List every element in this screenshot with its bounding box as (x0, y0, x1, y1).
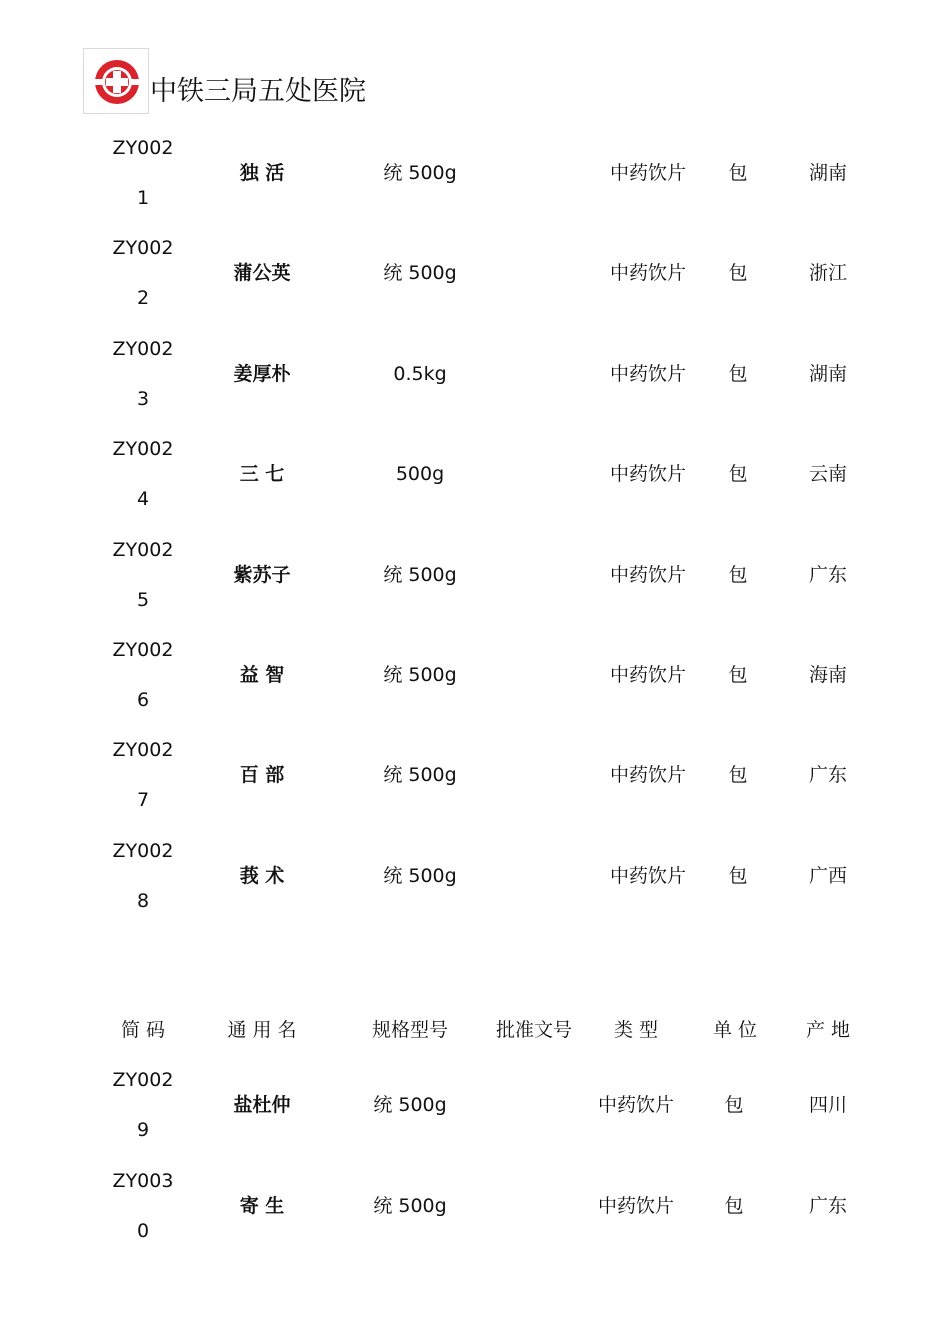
header-code: 简 码 (120, 1019, 166, 1041)
origin-cell: 浙江 (808, 262, 847, 285)
unit-cell: 包 (724, 1194, 744, 1217)
spec-cell: 统 500g (383, 664, 457, 686)
name-cell: 莪 术 (239, 864, 285, 887)
code-cell-line2: 6 (136, 689, 150, 711)
code-cell-line1: ZY002 (112, 839, 174, 862)
type-cell: 中药饮片 (609, 864, 686, 887)
type-cell: 中药饮片 (597, 1194, 674, 1217)
origin-cell: 广东 (808, 764, 847, 787)
spec-cell: 统 500g (383, 162, 457, 184)
unit-cell: 包 (728, 162, 748, 184)
spec-cell: 500g (395, 463, 445, 486)
name-cell: 姜厚朴 (233, 362, 291, 385)
code-cell-line2: 7 (136, 789, 150, 812)
origin-cell: 湖南 (808, 362, 847, 385)
name-cell: 百 部 (239, 764, 285, 787)
name-cell: 蒲公英 (233, 262, 291, 285)
unit-cell: 包 (728, 262, 748, 285)
origin-cell: 四川 (808, 1094, 847, 1116)
table-row (0, 502, 950, 711)
unit-cell: 包 (728, 864, 748, 887)
code-cell-line1: ZY002 (112, 237, 174, 260)
code-cell-line2: 5 (136, 588, 150, 611)
table-row (0, 0, 950, 209)
spec-cell: 统 500g (373, 1094, 447, 1116)
unit-cell: 包 (728, 563, 748, 586)
unit-cell: 包 (728, 764, 748, 787)
type-cell: 中药饮片 (609, 362, 686, 385)
code-cell-line1: ZY002 (112, 739, 174, 762)
origin-cell: 海南 (808, 664, 847, 686)
code-cell-line2: 0 (136, 1219, 150, 1242)
type-cell: 中药饮片 (609, 463, 686, 486)
spec-cell: 统 500g (383, 864, 457, 887)
type-cell: 中药饮片 (609, 764, 686, 787)
header-spec: 规格型号 (371, 1019, 448, 1041)
header-approval: 批准文号 (495, 1019, 572, 1041)
type-cell: 中药饮片 (597, 1094, 674, 1116)
header-unit: 单 位 (712, 1019, 758, 1041)
spec-cell: 统 500g (383, 262, 457, 285)
hospital-name: 中铁三局五处医院 (150, 76, 366, 107)
code-cell-line1: ZY002 (112, 1069, 174, 1091)
spec-cell: 0.5kg (393, 362, 447, 385)
table-row (0, 402, 950, 611)
spec-cell: 统 500g (383, 764, 457, 787)
code-cell-line1: ZY002 (112, 137, 174, 159)
table-row (0, 301, 950, 511)
type-cell: 中药饮片 (609, 262, 686, 285)
unit-cell: 包 (724, 1094, 744, 1116)
code-cell-line2: 4 (136, 488, 150, 511)
origin-cell: 湖南 (808, 162, 847, 184)
code-cell-line1: ZY002 (112, 337, 174, 360)
table-row (0, 1033, 950, 1242)
name-cell: 益 智 (239, 664, 285, 686)
code-cell-line2: 1 (136, 187, 150, 209)
code-cell-line2: 2 (136, 287, 150, 310)
unit-cell: 包 (728, 362, 748, 385)
code-cell-line1: ZY002 (112, 538, 174, 561)
code-cell-line2: 8 (136, 889, 150, 912)
table-row (0, 932, 950, 1141)
code-cell-line1: ZY002 (112, 438, 174, 461)
spec-cell: 统 500g (373, 1194, 447, 1217)
table-row (0, 602, 950, 812)
code-cell-line1: ZY003 (112, 1169, 174, 1192)
table-row (0, 703, 950, 912)
name-cell: 三 七 (239, 463, 285, 486)
table-row (0, 100, 950, 310)
header-type: 类 型 (613, 1019, 659, 1041)
origin-cell: 云南 (808, 463, 847, 486)
code-cell-line2: 3 (136, 387, 150, 410)
origin-cell: 广西 (808, 864, 847, 887)
table-row (0, 201, 950, 410)
code-cell-line2: 9 (136, 1119, 150, 1141)
name-cell: 独 活 (239, 162, 285, 184)
origin-cell: 广东 (808, 1194, 847, 1217)
code-cell-line1: ZY002 (112, 639, 174, 661)
header-name: 通 用 名 (227, 1019, 297, 1041)
type-cell: 中药饮片 (609, 162, 686, 184)
unit-cell: 包 (728, 664, 748, 686)
unit-cell: 包 (728, 463, 748, 486)
type-cell: 中药饮片 (609, 563, 686, 586)
spec-cell: 统 500g (383, 563, 457, 586)
origin-cell: 广东 (808, 563, 847, 586)
header-origin: 产 地 (805, 1019, 851, 1041)
type-cell: 中药饮片 (609, 664, 686, 686)
name-cell: 紫苏子 (233, 563, 291, 586)
name-cell: 寄 生 (239, 1194, 285, 1217)
name-cell: 盐杜仲 (233, 1094, 291, 1116)
